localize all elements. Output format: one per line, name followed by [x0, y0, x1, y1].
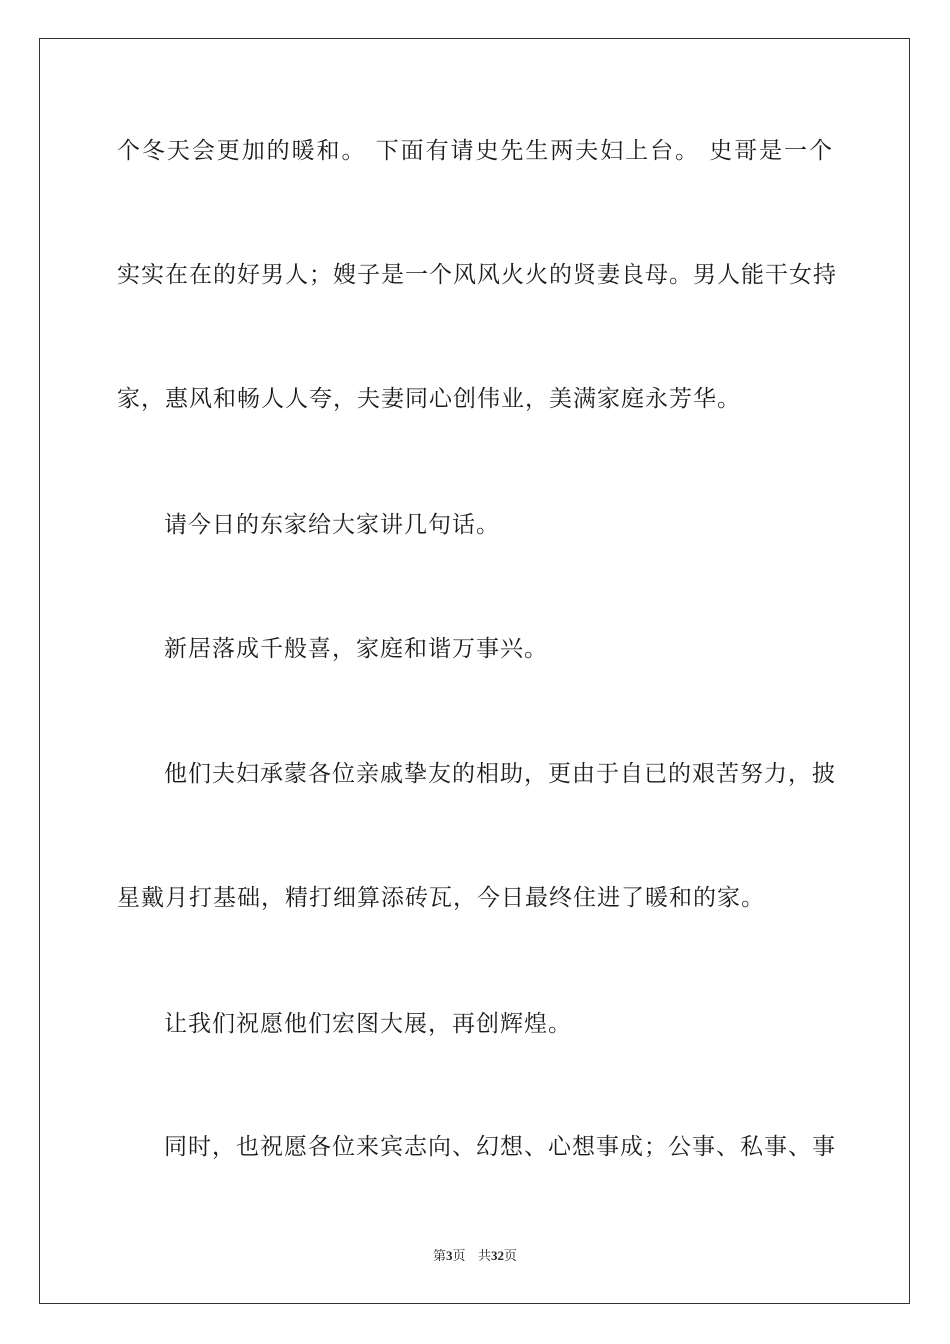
page-prefix: 第	[433, 1249, 447, 1264]
paragraph-line: 新居落成千般喜，家庭和谐万事兴。	[164, 636, 548, 662]
paragraph-line: 实实在在的好男人；嫂子是一个风风火火的贤妻良母。男人能干女持	[117, 262, 837, 288]
paragraph-line: 个冬天会更加的暖和。 下面有请史先生两夫妇上台。 史哥是一个	[117, 138, 833, 164]
paragraph-line: 同时，也祝愿各位来宾志向、幻想、心想事成；公事、私事、事	[164, 1134, 836, 1160]
page-footer	[0, 1246, 950, 1267]
paragraph-line: 家，惠风和畅人人夸，夫妻同心创伟业，美满家庭永芳华。	[117, 386, 741, 412]
page-border	[39, 38, 910, 1304]
paragraph-line: 星戴月打基础，精打细算添砖瓦，今日最终住进了暖和的家。	[117, 885, 765, 911]
paragraph-line: 让我们祝愿他们宏图大展，再创辉煌。	[164, 1011, 572, 1037]
page-suffix: 页	[452, 1249, 466, 1264]
total-pages: 32	[490, 1248, 504, 1263]
total-suffix: 页	[503, 1249, 517, 1264]
paragraph-line: 他们夫妇承蒙各位亲戚挚友的相助，更由于自已的艰苦努力，披	[164, 761, 836, 787]
total-prefix: 共	[477, 1249, 491, 1264]
paragraph-line: 请今日的东家给大家讲几句话。	[164, 512, 500, 538]
page-number: 3	[446, 1248, 453, 1263]
